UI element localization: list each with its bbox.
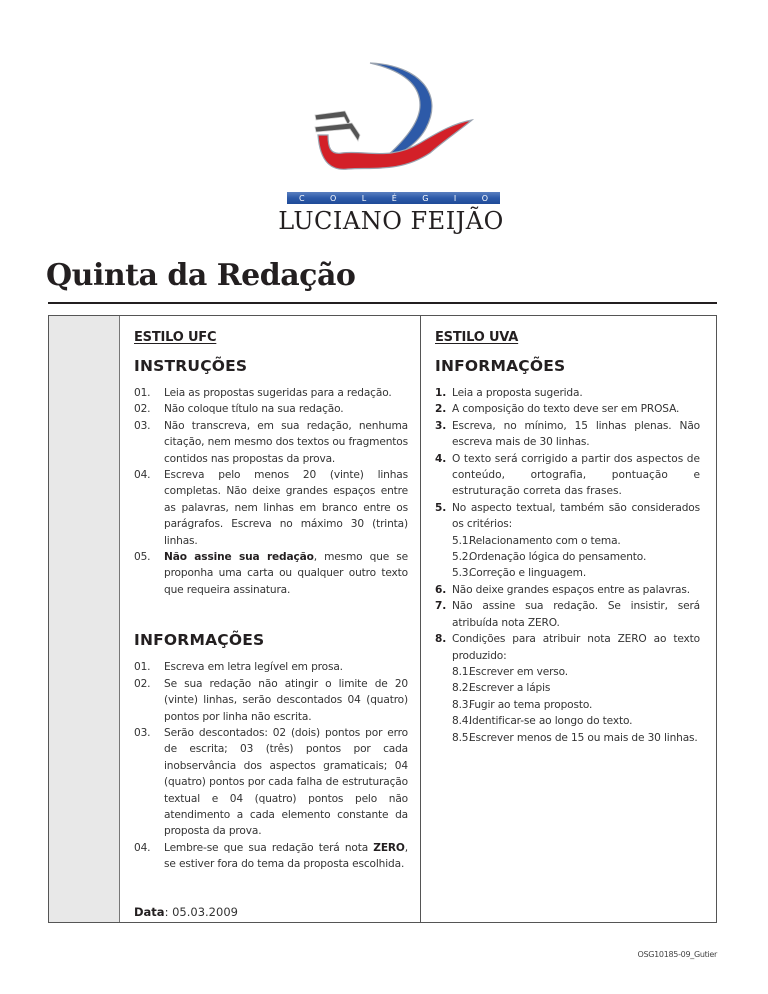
list-item: 03. Não transcreva, em sua redação, nenhuma citação, nem mesmo dos textos ou fragmentos contidos nas propostas da prova. xyxy=(134,419,408,465)
informacoes-uva-heading: INFORMAÇÕES xyxy=(435,357,566,375)
list-item: 2. A composição do texto deve ser em PROSA. xyxy=(435,403,680,416)
list-item: 05. Não assine sua redação, mesmo que se proponha uma carta ou qualquer outro texto que requeira assinatura. xyxy=(134,551,408,596)
logo-colegio-band xyxy=(287,192,500,204)
logo-band-letter: É xyxy=(391,193,397,203)
list-item: 5. No aspecto textual, também são considerados os critérios: 5.1. Relacionamento com o tema. 5.2. Ordenação lógica do pensamento. 5.3. Correção e linguagem. xyxy=(435,500,700,582)
sub-list xyxy=(452,664,700,746)
emphasis-text: ZERO xyxy=(373,841,405,854)
logo-school-name: LUCIANO FEIJÃO xyxy=(278,207,504,235)
list-item: 02. Não coloque título na sua redação. xyxy=(134,403,344,416)
logo-band-letter: G xyxy=(422,193,429,203)
logo-band-letter: C xyxy=(299,193,305,203)
title-divider xyxy=(48,302,717,304)
date-value: : 05.03.2009 xyxy=(164,905,238,919)
sub-list-item: 5.2. Ordenação lógica do pensamento. xyxy=(452,551,647,564)
list-item: 4. O texto será corrigido a partir dos aspectos de conteúdo, ortografia, pontuação e estruturação correta das frases. xyxy=(435,452,700,498)
informacoes-heading: INFORMAÇÕES xyxy=(134,631,265,650)
column-estilo-uva xyxy=(421,316,716,922)
sub-list-item: 8.1. Escrever em verso. xyxy=(452,665,569,678)
list-item: 02. Se sua redação não atingir o limite de 20 (vinte) linhas, serão descontados 04 (quatro) pontos por linha não escrita. xyxy=(134,677,408,723)
column-estilo-ufc xyxy=(120,316,421,922)
list-item: 6. Não deixe grandes espaços entre as palavras. xyxy=(435,583,690,596)
document-code: OSG10185-09_Gutier xyxy=(637,950,717,959)
informacoes-uva-list xyxy=(435,385,700,746)
list-item: 8. Condições para atribuir nota ZERO ao texto produzido: 8.1. Escrever em verso. 8.2. Escrever a lápis 8.3. Fugir ao tema proposto. 8.4. Identificar-se ao longo do texto. 8.5. Escrever menos de 15 ou mais de 30 linhas. xyxy=(435,631,700,746)
emphasis-text: Não assine sua redação xyxy=(164,551,314,564)
instrucoes-list xyxy=(134,385,408,598)
sub-list-item: 8.2. Escrever a lápis xyxy=(452,682,551,695)
list-item: 04. Lembre-se que sua redação terá nota ZERO, se estiver fora do tema da proposta escolhida. xyxy=(134,841,408,871)
gray-sidebar xyxy=(49,316,120,922)
logo-band-letter: I xyxy=(453,193,457,203)
school-logo xyxy=(270,35,504,235)
sub-list-item: 5.3. Correção e linguagem. xyxy=(452,567,587,580)
sub-list-item: 8.4. Identificar-se ao longo do texto. xyxy=(452,715,633,728)
sub-list-item: 8.3. Fugir ao tema proposto. xyxy=(452,698,593,711)
list-item: 7. Não assine sua redação. Se insistir, será atribuída nota ZERO. xyxy=(435,600,700,629)
logo-band-letter: L xyxy=(361,193,367,203)
logo-band-letter: O xyxy=(330,193,337,203)
date-label: Data xyxy=(134,905,165,919)
sub-list-item: 5.1. Relacionamento com o tema. xyxy=(452,534,621,547)
list-item: 01. Leia as propostas sugeridas para a redação. xyxy=(134,387,392,399)
list-item: 03. Serão descontados: 02 (dois) pontos por erro de escrita; 03 (três) pontos por cada inobservância dos aspectos gramaticais; 04 (quatro) pontos por cada falha de estruturação textual e 04 (quatro) pontos pelo não atendimento a cada elemento constante da proposta da prova. xyxy=(134,726,408,838)
instrucoes-heading: INSTRUÇÕES xyxy=(134,357,248,375)
list-item: 04. Escreva pelo menos 20 (vinte) linhas completas. Não deixe grandes espaços entre as palavras, nem linhas em branco entre os parágrafos. Escreva no máximo 30 (trinta) linhas. xyxy=(134,469,408,547)
instructions-box xyxy=(48,315,717,923)
sub-list-item: 8.5. Escrever menos de 15 ou mais de 30 linhas. xyxy=(452,731,698,744)
list-item: 01. Escreva em letra legível em prosa. xyxy=(134,661,343,674)
logo-emblem-icon xyxy=(270,35,500,195)
estilo-uva-heading: ESTILO UVA xyxy=(435,330,519,345)
page-title: Quinta da Redação xyxy=(46,258,356,293)
sub-list xyxy=(452,533,700,582)
list-item: 1. Leia a proposta sugerida. xyxy=(435,387,583,399)
logo-band-letter: O xyxy=(481,193,488,203)
informacoes-list xyxy=(134,659,408,872)
list-item: 3. Escreva, no mínimo, 15 linhas plenas. Não escreva mais de 30 linhas. xyxy=(435,419,700,449)
exam-date xyxy=(134,905,238,919)
estilo-ufc-heading: ESTILO UFC xyxy=(134,330,217,345)
